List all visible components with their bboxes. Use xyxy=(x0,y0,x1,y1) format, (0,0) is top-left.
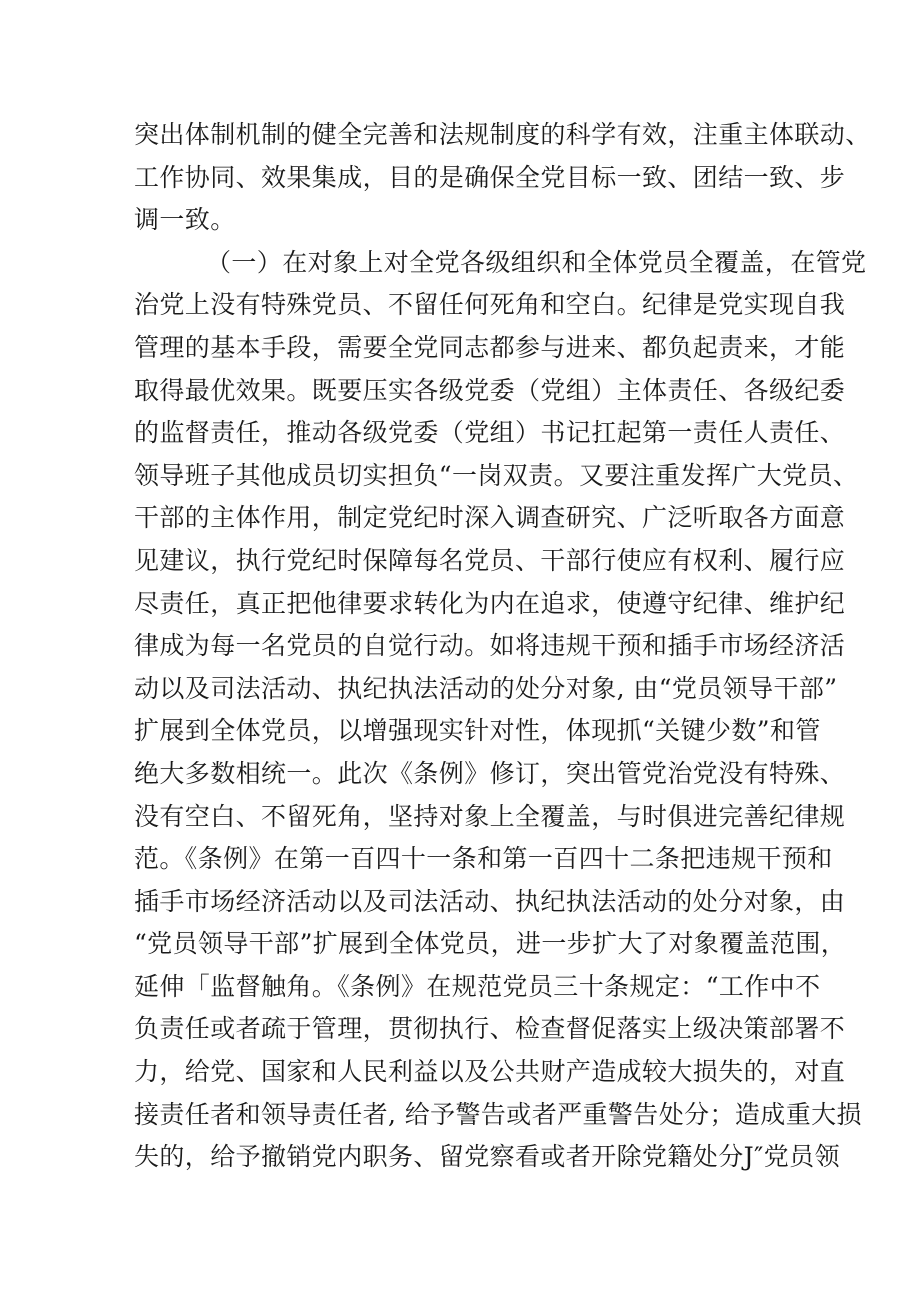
text-line: 工作协同、效果集成，目的是确保全党目标一致、团结一致、步 xyxy=(134,162,846,192)
text-line: 接责任者和领导责任者, 给予警告或者严重警告处分；造成重大损 xyxy=(134,1099,862,1129)
text-line: 范。《条例》在第一百四十一条和第一百四十二条把违规干预和 xyxy=(134,844,833,874)
text-line: 治党上没有特殊党员、不留任何死角和空白。纪律是党实现自我 xyxy=(134,290,846,320)
text-line: 没有空白、不留死角，坚持对象上全覆盖，与时俱进完善纪律规 xyxy=(134,801,846,831)
text-line: 动以及司法活动、执纪执法活动的处分对象, 由“党员领导干部” xyxy=(134,673,838,703)
text-line: 扩展到全体党员，以增强现实针对性，体现抓“关键少数”和管 xyxy=(134,716,821,746)
text-line: 失的，给予撤销党内职务、留党察看或者开除党籍处分J″党员领 xyxy=(134,1142,840,1172)
text-line: 的监督责任，推动各级党委（党组）书记扛起第一责任人责任、 xyxy=(134,418,846,448)
section-heading-line: （一）在对象上对全党各级组织和全体党员全覆盖，在管党 xyxy=(206,247,867,277)
text-line: 插手市场经济活动以及司法活动、执纪执法活动的处分对象，由 xyxy=(134,886,846,916)
body-text xyxy=(134,114,871,1179)
text-line: 见建议，执行党纪时保障每名党员、干部行使应有权利、履行应 xyxy=(134,545,846,575)
text-line: “党员领导干部”扩展到全体党员，进一步扩大了对象覆盖范围， xyxy=(134,929,847,959)
text-line: 管理的基本手段，需要全党同志都参与进来、都负起责来，才能 xyxy=(134,332,846,362)
text-line: 干部的主体作用，制定党纪时深入调查研究、广泛听取各方面意 xyxy=(134,503,846,533)
text-line: 调一致。 xyxy=(134,205,236,235)
text-line: 负责任或者疏于管理，贯彻执行、检查督促落实上级决策部署不 xyxy=(134,1014,846,1044)
text-line: 力，给党、国家和人民利益以及公共财产造成较大损失的，对直 xyxy=(134,1057,846,1087)
text-line: 突出体制机制的健全完善和法规制度的科学有效，注重主体联动、 xyxy=(134,120,871,149)
text-line: 尽责任，真正把他律要求转化为内在追求，使遵守纪律、维护纪 xyxy=(134,588,846,618)
text-line: 取得最优效果。既要压实各级党委（党组）主体责任、各级纪委 xyxy=(134,375,846,405)
text-line: 领导班子其他成员切实担负“一岗双责。又要注重发挥广大党员、 xyxy=(134,460,859,490)
text-line: 律成为每一名党员的自觉行动。如将违规干预和插手市场经济活 xyxy=(134,631,846,661)
text-line: 延伸「监督触角。《条例》在规范党员三十条规定：“工作中不 xyxy=(134,971,821,1001)
text-line: 绝大多数相统一。此次《条例》修订，突出管党治党没有特殊、 xyxy=(134,758,846,788)
